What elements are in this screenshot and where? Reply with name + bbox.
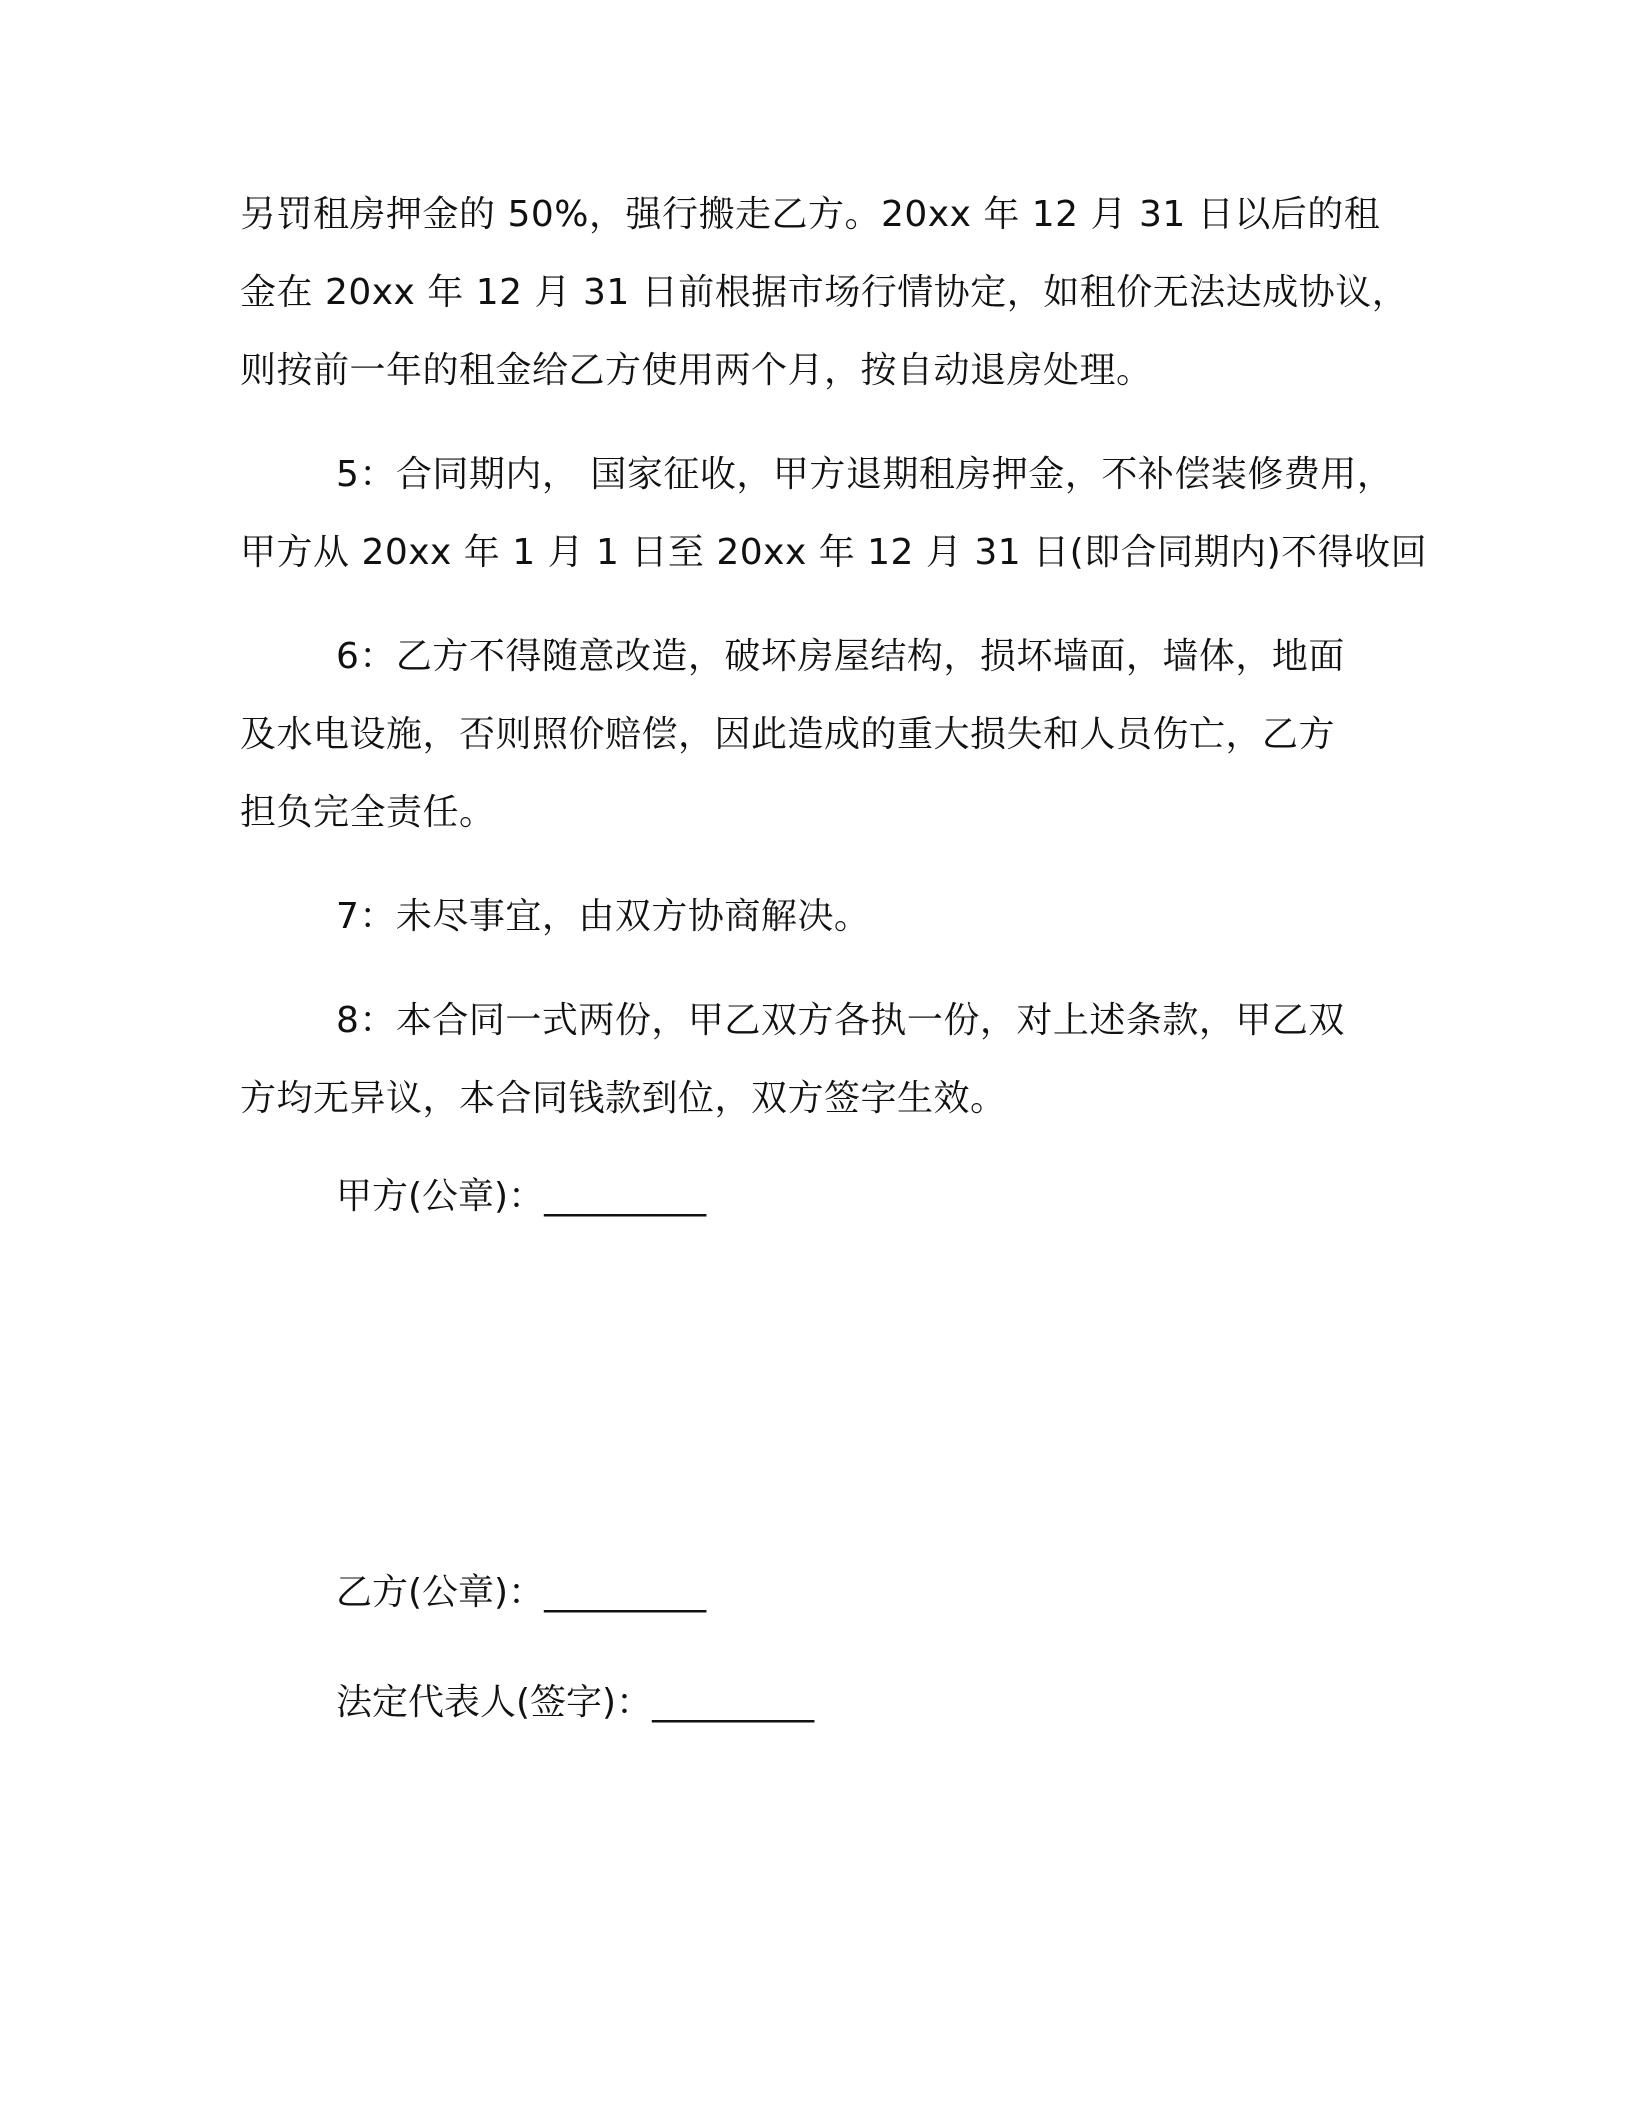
paragraph-continued bbox=[240, 176, 1410, 410]
paragraph-line: 甲方从 20xx 年 1 月 1 日至 20xx 年 12 月 31 日(即合同期内)不得收回 bbox=[240, 532, 1428, 573]
clause-6 bbox=[240, 618, 1410, 852]
paragraph-line: 7：未尽事宜，由双方协商解决。 bbox=[336, 896, 871, 937]
clause-8 bbox=[240, 982, 1410, 1138]
paragraph-line: 5：合同期内， 国家征收，甲方退期租房押金，不补偿装修费用， bbox=[336, 454, 1394, 495]
paragraph-line: 8：本合同一式两份，甲乙双方各执一份，对上述条款，甲乙双 bbox=[336, 1000, 1345, 1041]
signature-party-b: 乙方(公章)：_________ bbox=[336, 1572, 707, 1613]
paragraph-line: 及水电设施，否则照价赔偿，因此造成的重大损失和人员伤亡，乙方 bbox=[240, 714, 1336, 755]
signature-party-a: 甲方(公章)：_________ bbox=[336, 1176, 707, 1217]
paragraph-line: 方均无异议，本合同钱款到位，双方签字生效。 bbox=[240, 1078, 1007, 1119]
signature-legal-rep: 法定代表人(签字)：_________ bbox=[336, 1682, 815, 1723]
clause-5 bbox=[240, 436, 1428, 592]
clause-7 bbox=[240, 878, 1410, 956]
paragraph-line: 6：乙方不得随意改造，破坏房屋结构，损坏墙面，墙体，地面 bbox=[336, 636, 1345, 677]
paragraph-line: 金在 20xx 年 12 月 31 日前根据市场行情协定，如租价无法达成协议， bbox=[240, 272, 1409, 313]
paragraph-line: 则按前一年的租金给乙方使用两个月，按自动退房处理。 bbox=[240, 350, 1153, 391]
paragraph-line: 担负完全责任。 bbox=[240, 792, 496, 833]
paragraph-line: 另罚租房押金的 50%，强行搬走乙方。20xx 年 12 月 31 日以后的租 bbox=[240, 194, 1381, 235]
